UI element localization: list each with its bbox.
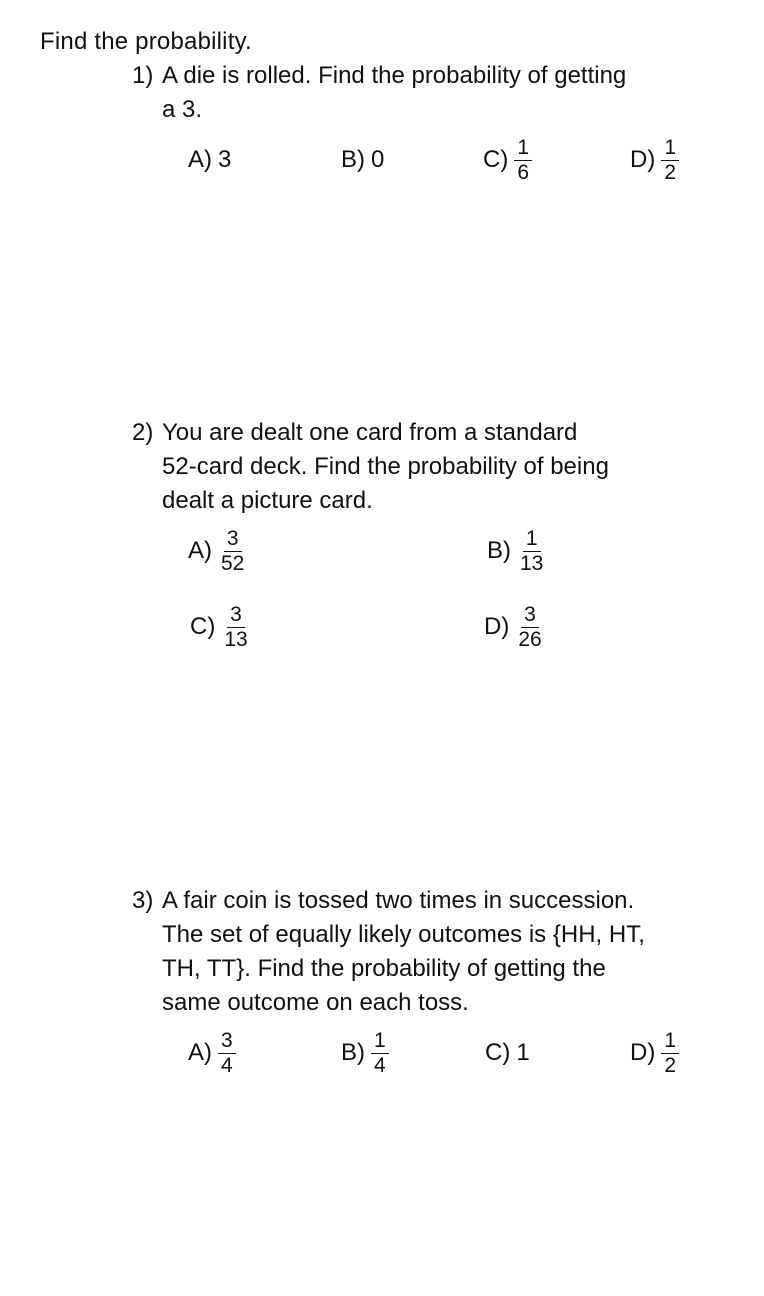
choice-letter: B) [341, 146, 365, 173]
page-heading: Find the probability. [40, 28, 252, 55]
choice-d[interactable] [630, 1025, 679, 1081]
choice-letter: A) [188, 537, 212, 564]
fraction-denominator: 13 [224, 627, 248, 651]
fraction-numerator: 1 [523, 528, 541, 552]
choice-letter: A) [188, 1039, 212, 1066]
choice-letter: A) [188, 146, 212, 173]
fraction [661, 137, 679, 184]
fraction-denominator: 2 [664, 1053, 677, 1077]
question-number: 2) [132, 419, 154, 446]
question-number: 3) [132, 887, 154, 914]
choice-letter: D) [484, 613, 510, 640]
fraction-denominator: 52 [221, 551, 245, 575]
choice-c[interactable] [485, 1025, 530, 1081]
choice-letter: C) [485, 1039, 511, 1066]
choice-letter: D) [630, 1039, 656, 1066]
choice-a[interactable] [188, 132, 231, 188]
fraction-denominator: 4 [221, 1053, 233, 1077]
fraction-numerator: 1 [514, 137, 532, 161]
question-text-line: dealt a picture card. [162, 487, 373, 514]
choice-d[interactable] [630, 132, 679, 188]
choice-d[interactable] [484, 599, 545, 655]
fraction-numerator: 3 [227, 604, 245, 628]
choice-a[interactable] [188, 523, 247, 579]
fraction-numerator: 1 [661, 137, 679, 161]
choice-b[interactable] [341, 132, 384, 188]
fraction-numerator: 3 [218, 1030, 236, 1054]
fraction [515, 604, 544, 651]
fraction-denominator: 6 [517, 160, 530, 184]
choice-value: 0 [371, 146, 385, 173]
question-text-line: 52-card deck. Find the probability of being [162, 453, 609, 480]
question-text-line: You are dealt one card from a standard [162, 419, 578, 446]
fraction-denominator: 2 [664, 160, 677, 184]
choice-b[interactable] [341, 1025, 389, 1081]
choice-letter: D) [630, 146, 656, 173]
choice-a[interactable] [188, 1025, 236, 1081]
choice-c[interactable] [483, 132, 532, 188]
question-text-line: A fair coin is tossed two times in succession. [162, 887, 635, 914]
fraction-denominator: 4 [374, 1053, 386, 1077]
fraction [514, 137, 532, 184]
fraction [371, 1030, 389, 1077]
choice-letter: B) [487, 537, 511, 564]
fraction-numerator: 1 [661, 1030, 679, 1054]
question-text-line: A die is rolled. Find the probability of getting [162, 62, 627, 89]
question-number: 1) [132, 62, 154, 89]
choice-c[interactable] [190, 599, 251, 655]
choice-letter: C) [483, 146, 509, 173]
fraction-numerator: 1 [371, 1030, 389, 1054]
fraction [218, 528, 247, 575]
choice-letter: B) [341, 1039, 365, 1066]
choice-b[interactable] [487, 523, 546, 579]
fraction [221, 604, 250, 651]
question-text-line: same outcome on each toss. [162, 989, 469, 1016]
fraction-numerator: 3 [521, 604, 539, 628]
fraction-numerator: 3 [224, 528, 242, 552]
choice-value: 3 [218, 146, 232, 173]
fraction-denominator: 26 [518, 627, 542, 651]
choice-letter: C) [190, 613, 216, 640]
fraction [218, 1030, 236, 1077]
question-text-line: The set of equally likely outcomes is {HH, HT, [162, 921, 645, 948]
question-text-line: TH, TT}. Find the probability of getting the [162, 955, 606, 982]
choice-value: 1 [516, 1039, 530, 1066]
question-text-line: a 3. [162, 96, 203, 123]
fraction [517, 528, 546, 575]
fraction [661, 1030, 679, 1077]
fraction-denominator: 13 [520, 551, 544, 575]
